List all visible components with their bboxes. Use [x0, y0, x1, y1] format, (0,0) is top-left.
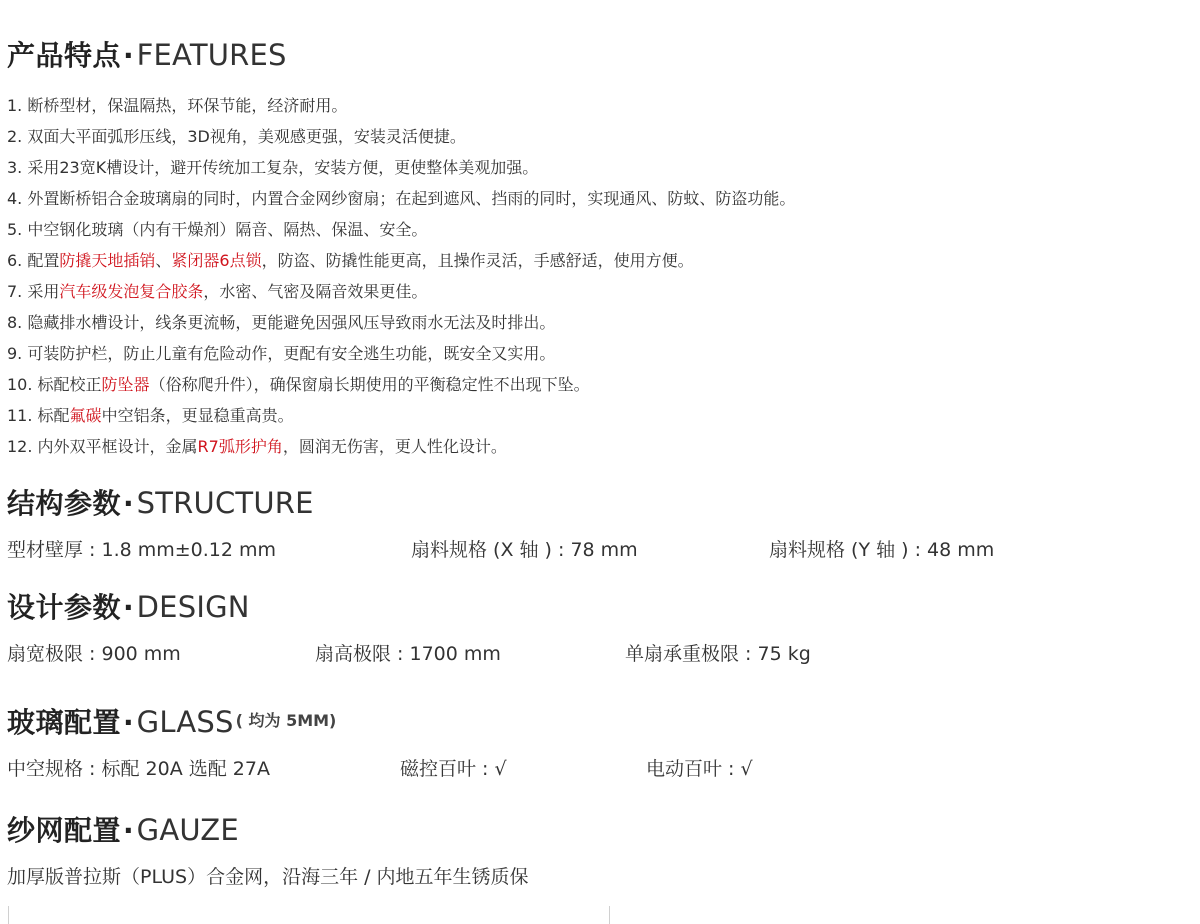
- feature-text: 10. 标配校正: [7, 375, 102, 394]
- feature-text: 11. 标配: [7, 406, 70, 425]
- structure-heading: [7, 486, 314, 520]
- feature-item: [7, 245, 795, 276]
- spec-hollow-gap: 中空规格 : 标配 20A 选配 27A: [7, 758, 270, 780]
- feature-item: [7, 307, 795, 338]
- feature-item: [7, 214, 795, 245]
- feature-item: [7, 400, 795, 431]
- structure-title-cn: 结构参数: [7, 487, 122, 520]
- feature-text: 1. 断桥型材，保温隔热，环保节能，经济耐用。: [7, 96, 348, 115]
- title-separator-dot: ·: [123, 814, 134, 847]
- features-title-cn: 产品特点: [7, 39, 122, 72]
- glass-title-cn: 玻璃配置: [7, 706, 122, 739]
- spec-sash-x-axis: 扇料规格 (X 轴 ) : 78 mm: [411, 539, 638, 561]
- design-specs-row: [0, 641, 1200, 667]
- design-title-en: DESIGN: [136, 590, 250, 624]
- gauze-heading: [7, 813, 239, 847]
- feature-text: 8. 隐藏排水槽设计，线条更流畅，更能避免因强风压导致雨水无法及时排出。: [7, 313, 556, 332]
- title-separator-dot: ·: [123, 591, 134, 624]
- glass-specs-row: [0, 756, 1200, 782]
- feature-text: ，圆润无伤害，更人性化设计。: [282, 437, 507, 456]
- spec-sash-y-axis: 扇料规格 (Y 轴 ) : 48 mm: [769, 539, 995, 561]
- feature-highlight: 氟碳: [69, 406, 102, 425]
- feature-text: 中空铝条，更显稳重高贵。: [101, 406, 294, 425]
- title-separator-dot: ·: [123, 487, 134, 520]
- feature-item: [7, 90, 795, 121]
- design-heading: [7, 590, 250, 624]
- glass-thickness-note: ( 均为 5MM): [235, 711, 337, 730]
- divider-line: [8, 906, 9, 924]
- feature-highlight: 防撬天地插销: [59, 251, 156, 270]
- features-heading: [7, 38, 287, 72]
- features-list: [7, 90, 795, 462]
- feature-item: [7, 338, 795, 369]
- feature-text: （俗称爬升件），确保窗扇长期使用的平衡稳定性不出现下坠。: [149, 375, 590, 394]
- structure-title-en: STRUCTURE: [136, 486, 314, 520]
- feature-text: 5. 中空钢化玻璃（内有干燥剂）隔音、隔热、保温、安全。: [7, 220, 428, 239]
- feature-text: 7. 采用: [7, 282, 60, 301]
- feature-item: [7, 431, 795, 462]
- spec-single-sash-load: 单扇承重极限 : 75 kg: [625, 643, 811, 665]
- gauze-description: 加厚版普拉斯（PLUS）合金网，沿海三年 / 内地五年生锈质保: [7, 866, 529, 888]
- divider-line: [609, 906, 610, 924]
- feature-text: ，水密、气密及隔音效果更佳。: [203, 282, 428, 301]
- feature-highlight: 汽车级发泡复合胶条: [59, 282, 204, 301]
- glass-heading: [7, 705, 337, 739]
- feature-item: [7, 183, 795, 214]
- feature-text: 3. 采用23宽K槽设计，避开传统加工复杂，安装方便，更使整体美观加强。: [7, 158, 539, 177]
- gauze-title-en: GAUZE: [136, 813, 239, 847]
- spec-sash-width-limit: 扇宽极限 : 900 mm: [7, 643, 181, 665]
- structure-specs-row: [0, 537, 1200, 563]
- feature-item: [7, 152, 795, 183]
- spec-magnetic-blinds: 磁控百叶 : √: [400, 758, 507, 780]
- spec-electric-blinds: 电动百叶 : √: [646, 758, 753, 780]
- design-title-cn: 设计参数: [7, 591, 122, 624]
- features-title-en: FEATURES: [136, 38, 287, 72]
- feature-text: 6. 配置: [7, 251, 60, 270]
- title-separator-dot: ·: [123, 39, 134, 72]
- spec-wall-thickness: 型材壁厚 : 1.8 mm±0.12 mm: [7, 539, 277, 561]
- feature-text: 4. 外置断桥铝合金玻璃扇的同时，内置合金网纱窗扇；在起到遮风、挡雨的同时，实现通风、防蚊、防盗功能。: [7, 189, 796, 208]
- feature-highlight: 紧闭器6点锁: [171, 251, 262, 270]
- feature-text: 、: [155, 251, 172, 270]
- feature-text: ，防盗、防撬性能更高，且操作灵活，手感舒适，使用方便。: [261, 251, 694, 270]
- feature-highlight: R7弧形护角: [197, 437, 283, 456]
- feature-item: [7, 121, 795, 152]
- feature-item: [7, 369, 795, 400]
- feature-text: 2. 双面大平面弧形压线，3D视角，美观感更强，安装灵活便捷。: [7, 127, 466, 146]
- spec-sash-height-limit: 扇高极限 : 1700 mm: [315, 643, 501, 665]
- feature-text: 12. 内外双平框设计，金属: [7, 437, 198, 456]
- title-separator-dot: ·: [123, 706, 134, 739]
- gauze-title-cn: 纱网配置: [7, 814, 122, 847]
- feature-highlight: 防坠器: [101, 375, 150, 394]
- feature-text: 9. 可装防护栏，防止儿童有危险动作，更配有安全逃生功能，既安全又实用。: [7, 344, 556, 363]
- feature-item: [7, 276, 795, 307]
- glass-title-en: GLASS: [136, 705, 234, 739]
